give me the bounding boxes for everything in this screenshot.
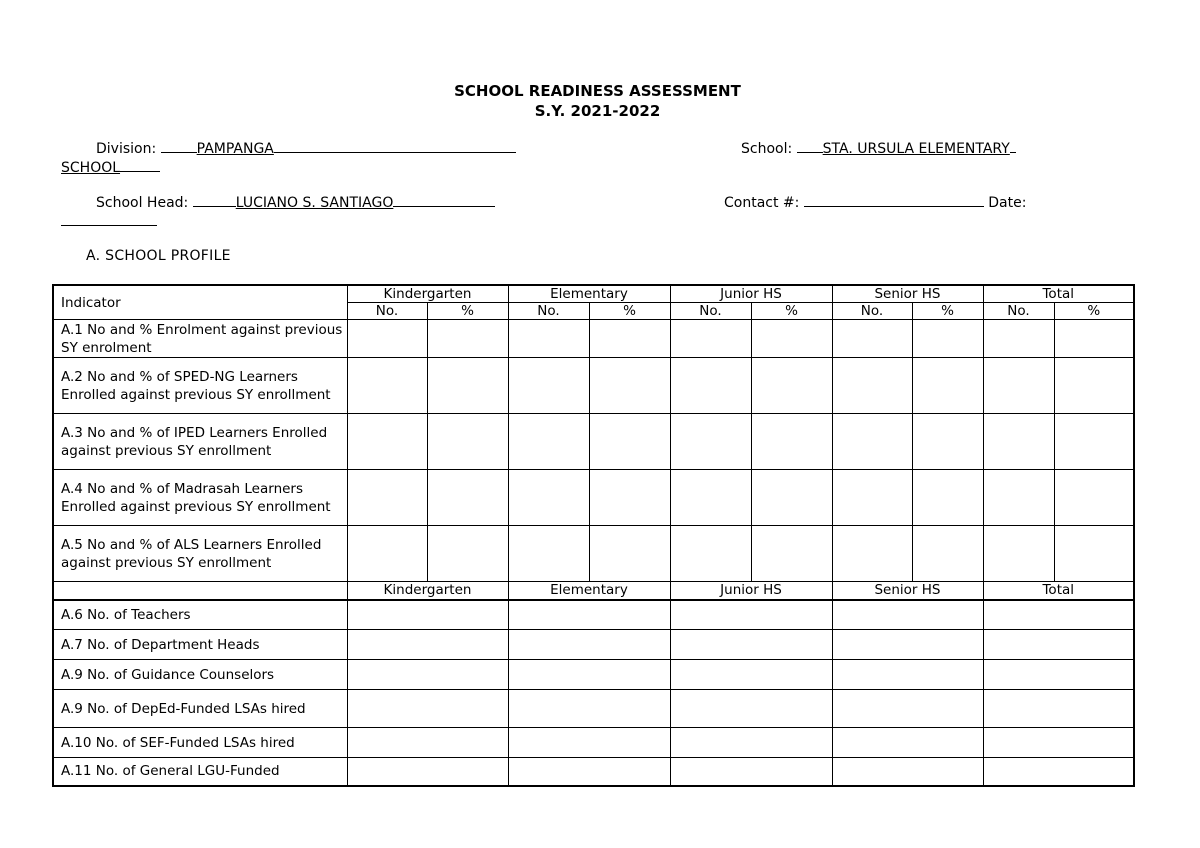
data-cell[interactable] [347,728,427,758]
data-cell[interactable] [832,358,912,414]
head-line [96,194,495,211]
data-cell[interactable] [508,526,589,582]
indicator-cell: A.9 No. of DepEd-Funded LSAs hired [53,690,347,728]
data-cell[interactable] [912,690,983,728]
indicator-cell: A.6 No. of Teachers [53,600,347,630]
data-cell[interactable] [427,414,508,470]
subheader-pct: % [589,303,670,320]
head-value[interactable]: LUCIANO S. SANTIAGO [235,195,394,211]
data-cell[interactable] [589,728,670,758]
data-cell[interactable] [508,470,589,526]
data-cell[interactable] [983,414,1054,470]
data-cell[interactable] [912,526,983,582]
document-title: SCHOOL READINESS ASSESSMENT [454,82,741,100]
indicator-cell: A.5 No and % of ALS Learners Enrolled against previous SY enrollment [53,526,347,582]
data-cell[interactable] [912,660,983,690]
data-cell[interactable] [912,758,983,786]
data-cell[interactable] [508,630,589,660]
table-row [53,660,1134,690]
data-cell[interactable] [508,320,589,358]
indicator-cell: A.11 No. of General LGU-Funded [53,758,347,786]
table-row [53,470,1134,526]
data-cell[interactable] [427,526,508,582]
data-cell[interactable] [912,358,983,414]
data-cell[interactable] [983,728,1054,758]
data-cell[interactable] [751,470,832,526]
subheader-pct: % [751,303,832,320]
data-cell[interactable] [670,414,751,470]
data-cell[interactable] [1054,600,1134,630]
data-cell[interactable] [983,660,1054,690]
data-cell[interactable] [1054,470,1134,526]
data-cell[interactable] [508,728,589,758]
data-cell[interactable] [832,660,912,690]
data-cell[interactable] [427,660,508,690]
contact-line [724,194,1026,211]
data-cell[interactable] [1054,630,1134,660]
data-cell[interactable] [508,758,589,786]
group-header: Senior HS [832,285,983,303]
data-cell[interactable] [983,758,1054,786]
data-cell[interactable] [751,660,832,690]
school-line-2 [61,159,160,176]
group-header: Total [983,285,1134,303]
data-cell[interactable] [347,414,427,470]
data-cell[interactable] [832,758,912,786]
data-cell[interactable] [347,470,427,526]
data-cell[interactable] [427,728,508,758]
data-cell[interactable] [832,526,912,582]
data-cell[interactable] [1054,660,1134,690]
division-label: Division: [96,141,157,157]
data-cell[interactable] [427,690,508,728]
data-cell[interactable] [508,690,589,728]
data-cell[interactable] [983,358,1054,414]
data-cell[interactable] [508,358,589,414]
data-cell[interactable] [912,470,983,526]
data-cell[interactable] [508,660,589,690]
subheader-no: No. [670,303,751,320]
school-value[interactable]: STA. URSULA ELEMENTARY [822,141,1010,157]
table-row [53,600,1134,630]
table-row [53,690,1134,728]
data-cell[interactable] [1054,414,1134,470]
data-cell[interactable] [1054,526,1134,582]
data-cell[interactable] [751,600,832,630]
data-cell[interactable] [347,630,427,660]
data-cell[interactable] [508,414,589,470]
data-cell[interactable] [983,600,1054,630]
table-row [53,728,1134,758]
date-label: Date: [988,195,1027,211]
data-cell[interactable] [427,630,508,660]
contact-field[interactable] [804,194,984,207]
data-cell[interactable] [589,526,670,582]
indicator-cell: A.2 No and % of SPED-NG Learners Enrolled against previous SY enrollment [53,358,347,414]
section-title: A. SCHOOL PROFILE [86,248,231,264]
data-cell[interactable] [347,660,427,690]
division-value[interactable]: PAMPANGA [196,141,274,157]
data-cell[interactable] [912,320,983,358]
data-cell[interactable] [347,358,427,414]
data-cell[interactable] [589,630,670,660]
data-cell[interactable] [983,526,1054,582]
data-cell[interactable] [1054,320,1134,358]
indicator-cell: A.7 No. of Department Heads [53,630,347,660]
data-cell[interactable] [751,630,832,660]
data-cell[interactable] [589,758,670,786]
data-cell[interactable] [670,470,751,526]
data-cell[interactable] [670,600,751,630]
indicator-cell: A.3 No and % of IPED Learners Enrolled against previous SY enrollment [53,414,347,470]
table-row [53,630,1134,660]
data-cell[interactable] [751,320,832,358]
group-header: Junior HS [670,285,832,303]
data-cell[interactable] [347,320,427,358]
table-row [53,320,1134,358]
data-cell[interactable] [347,600,427,630]
data-cell[interactable] [912,600,983,630]
data-cell[interactable] [347,690,427,728]
data-cell[interactable] [589,660,670,690]
data-cell[interactable] [670,690,751,728]
data-cell[interactable] [589,600,670,630]
group-header: Kindergarten [347,582,508,600]
data-cell[interactable] [912,728,983,758]
data-cell[interactable] [983,470,1054,526]
date-field[interactable] [61,213,157,226]
data-cell[interactable] [1054,728,1134,758]
indicator-cell: A.9 No. of Guidance Counselors [53,660,347,690]
head-label: School Head: [96,195,189,211]
subheader-no: No. [832,303,912,320]
data-cell[interactable] [751,728,832,758]
indicator-cell: A.4 No and % of Madrasah Learners Enrolled against previous SY enrollment [53,470,347,526]
data-cell[interactable] [589,320,670,358]
data-cell[interactable] [983,690,1054,728]
indicator-cell: A.1 No and % Enrolment against previous SY enrolment [53,320,347,358]
data-cell[interactable] [347,758,427,786]
data-cell[interactable] [670,320,751,358]
group-header: Junior HS [670,582,832,600]
data-cell[interactable] [751,758,832,786]
data-cell[interactable] [832,630,912,660]
header-row [53,285,1134,303]
data-cell[interactable] [832,470,912,526]
data-cell[interactable] [589,358,670,414]
data-cell[interactable] [983,320,1054,358]
data-cell[interactable] [347,526,427,582]
indicator-header: Indicator [53,285,347,320]
table-row [53,358,1134,414]
data-cell[interactable] [751,358,832,414]
data-cell[interactable] [589,414,670,470]
subheader-pct: % [1054,303,1134,320]
data-cell[interactable] [832,600,912,630]
data-cell[interactable] [832,728,912,758]
data-cell[interactable] [427,320,508,358]
group-header: Senior HS [832,582,983,600]
data-cell[interactable] [1054,690,1134,728]
subheader-no: No. [508,303,589,320]
data-cell[interactable] [589,690,670,728]
data-cell[interactable] [670,758,751,786]
data-cell[interactable] [589,470,670,526]
subheader-no: No. [983,303,1054,320]
data-cell[interactable] [832,320,912,358]
group-header: Elementary [508,285,670,303]
table-row [53,758,1134,786]
table-row [53,526,1134,582]
data-cell[interactable] [670,728,751,758]
data-cell[interactable] [983,630,1054,660]
data-cell[interactable] [751,690,832,728]
data-cell[interactable] [751,526,832,582]
data-cell[interactable] [508,600,589,630]
data-cell[interactable] [751,414,832,470]
group-header: Kindergarten [347,285,508,303]
category-blank [53,582,347,600]
data-cell[interactable] [670,660,751,690]
group-header: Elementary [508,582,670,600]
date-line-2 [61,213,157,230]
division-line [96,140,516,157]
data-cell[interactable] [427,758,508,786]
indicator-cell: A.10 No. of SEF-Funded LSAs hired [53,728,347,758]
contact-label: Contact #: [724,195,800,211]
school-line [741,140,1016,157]
data-cell[interactable] [427,600,508,630]
data-cell[interactable] [670,358,751,414]
school-value-cont[interactable]: SCHOOL [61,160,121,176]
data-cell[interactable] [912,414,983,470]
school-profile-table [52,284,1135,787]
subheader-pct: % [427,303,508,320]
data-cell[interactable] [670,630,751,660]
subheader-pct: % [912,303,983,320]
data-cell[interactable] [427,470,508,526]
school-label: School: [741,141,793,157]
data-cell[interactable] [832,690,912,728]
data-cell[interactable] [427,358,508,414]
data-cell[interactable] [832,414,912,470]
group-header: Total [983,582,1134,600]
data-cell[interactable] [912,630,983,660]
category-row [53,582,1134,600]
table-row [53,414,1134,470]
data-cell[interactable] [670,526,751,582]
data-cell[interactable] [1054,358,1134,414]
data-cell[interactable] [1054,758,1134,786]
school-year: S.Y. 2021-2022 [534,102,661,120]
subheader-no: No. [347,303,427,320]
